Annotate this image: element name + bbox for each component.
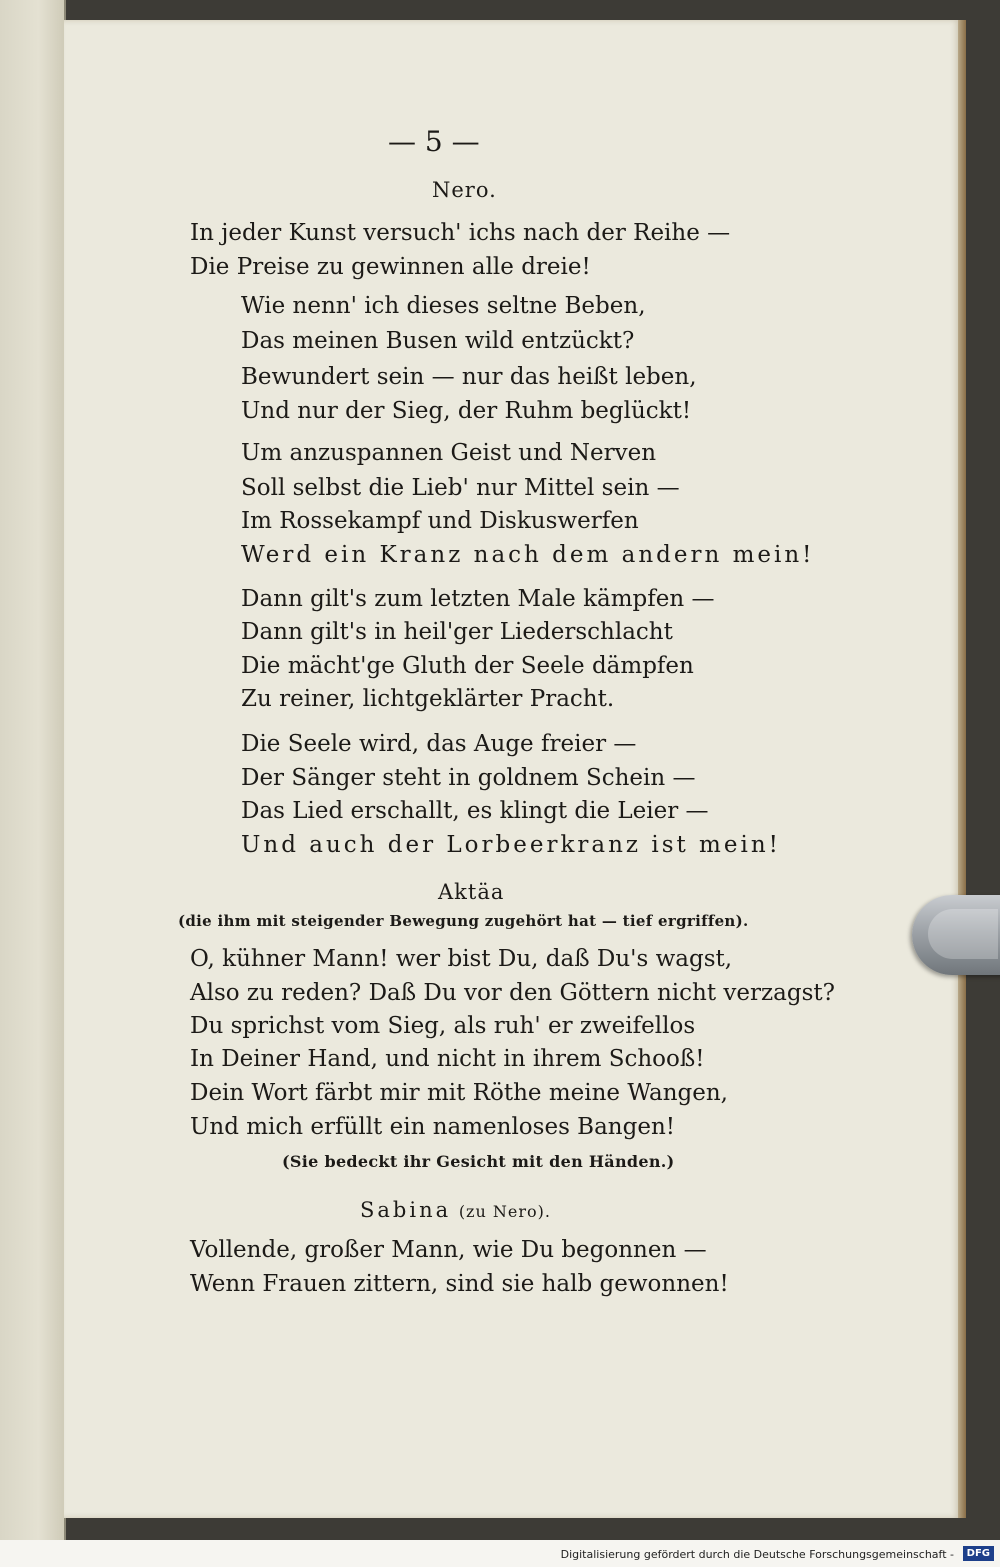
verse-line: Der Sänger steht in goldnem Schein — [241, 765, 696, 791]
verse-line: Um anzuspannen Geist und Nerven [241, 440, 657, 466]
speaker-sabina [360, 1200, 551, 1221]
verse-line: Soll selbst die Lieb' nur Mittel sein — [241, 475, 680, 501]
verse-line: Wie nenn' ich dieses seltne Beben, [241, 293, 646, 319]
page-edge [958, 20, 966, 1518]
verse-line: Das meinen Busen wild entzückt? [241, 328, 635, 354]
dfg-logo: DFG [963, 1546, 994, 1561]
verse-line: Werd ein Kranz nach dem andern mein! [241, 542, 815, 568]
verse-line: Dann gilt's zum letzten Male kämpfen — [241, 586, 715, 612]
verse-line: O, kühner Mann! wer bist Du, daß Du's wagst, [190, 946, 733, 972]
page-number: — 5 — [388, 125, 480, 158]
speaker-nero: Nero. [432, 178, 497, 202]
speaker-note: (zu Nero). [458, 1202, 551, 1221]
verse-line: Das Lied erschallt, es klingt die Leier — [241, 798, 709, 824]
verse-line: Wenn Frauen zittern, sind sie halb gewonnen! [190, 1271, 729, 1297]
verse-line: In Deiner Hand, und nicht in ihrem Schooß! [190, 1046, 705, 1072]
verse-line: Dann gilt's in heil'ger Liederschlacht [241, 619, 673, 645]
verse-line: Und nur der Sieg, der Ruhm beglückt! [241, 398, 692, 424]
verse-line: Die Preise zu gewinnen alle dreie! [190, 254, 591, 280]
verse-line: Dein Wort färbt mir mit Röthe meine Wangen, [190, 1080, 728, 1106]
verse-line: Die mächt'ge Gluth der Seele dämpfen [241, 653, 694, 679]
funding-credit: Digitalisierung gefördert durch die Deutsche Forschungsgemeinschaft - [560, 1548, 954, 1561]
verse-line: Du sprichst vom Sieg, als ruh' er zweifellos [190, 1013, 696, 1039]
verse-line: Vollende, großer Mann, wie Du begonnen — [190, 1237, 707, 1263]
verse-line: Die Seele wird, das Auge freier — [241, 731, 637, 757]
verse-line: In jeder Kunst versuch' ichs nach der Reihe — [190, 220, 731, 246]
verse-line: Also zu reden? Daß Du vor den Göttern nicht verzagst? [190, 980, 835, 1006]
verse-line: Und mich erfüllt ein namenloses Bangen! [190, 1114, 675, 1140]
stage-direction: (Sie bedeckt ihr Gesicht mit den Händen.) [282, 1152, 675, 1171]
facing-page-edge [0, 0, 66, 1540]
verse-line: Und auch der Lorbeerkranz ist mein! [241, 832, 781, 858]
verse-line: Im Rossekampf und Diskuswerfen [241, 508, 639, 534]
verse-line: Zu reiner, lichtgeklärter Pracht. [241, 686, 615, 712]
page-clip [912, 895, 1000, 975]
speaker-name: Sabina [360, 1198, 452, 1222]
verse-line: Bewundert sein — nur das heißt leben, [241, 364, 697, 390]
stage-direction: (die ihm mit steigender Bewegung zugehört hat — tief ergriffen). [178, 912, 749, 930]
speaker-aktaa: Aktäa [438, 880, 505, 904]
